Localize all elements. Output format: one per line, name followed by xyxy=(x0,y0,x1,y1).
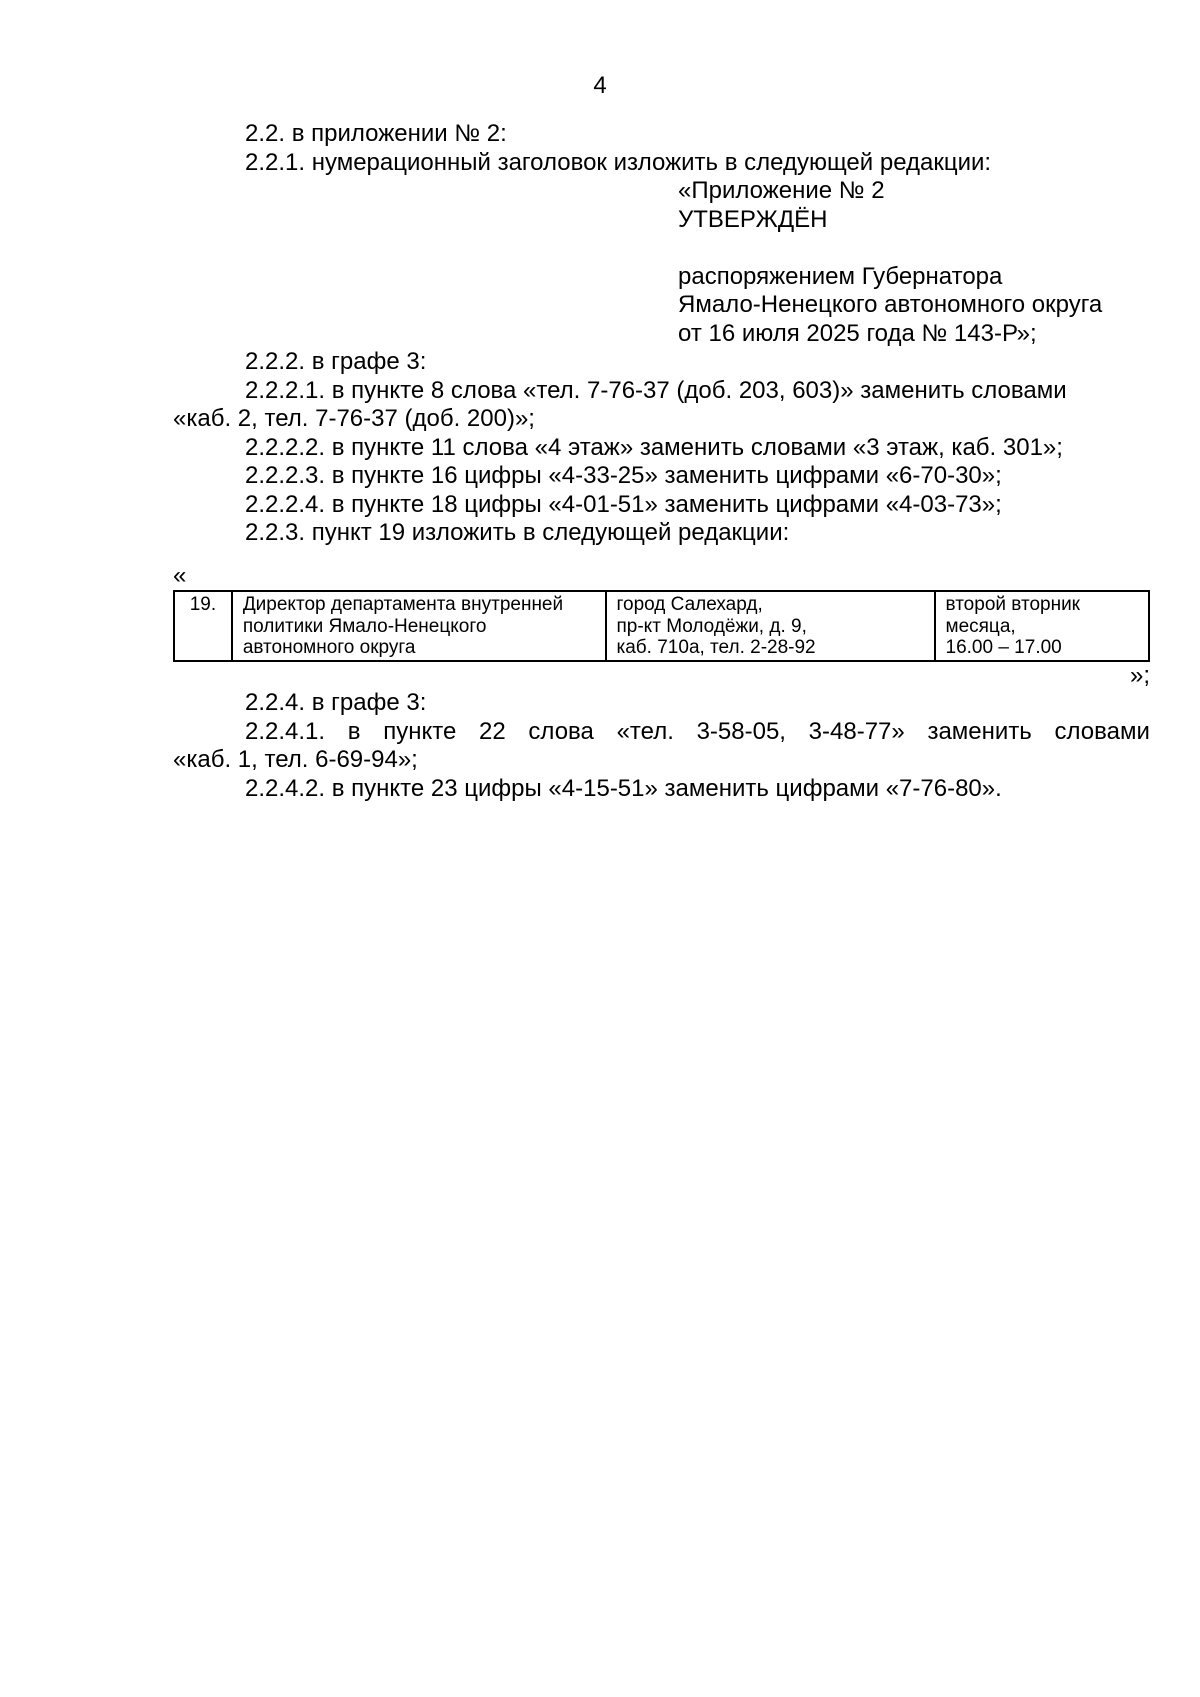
approval-block xyxy=(678,177,1102,348)
justified-word: словами xyxy=(1054,717,1150,745)
table-quote-open: « xyxy=(173,562,187,589)
approval-region-label: Ямало-Ненецкого автономного округа xyxy=(678,291,1103,318)
item-2-2-2: 2.2.2. в графе 3: xyxy=(245,348,427,375)
justified-word: 2.2.4.1. xyxy=(245,717,326,745)
position-line: автономного округа xyxy=(242,637,416,658)
item-2-2-1: 2.2.1. нумерационный заголовок изложить в следующей редакции: xyxy=(245,148,992,176)
row-number-cell xyxy=(174,591,232,661)
item-2-2-2-3: 2.2.2.3. в пункте 16 цифры «4-33-25» заменить цифрами «6-70-30»; xyxy=(245,462,1002,489)
schedule-line: 16.00 – 17.00 xyxy=(945,637,1062,658)
item-2-2-4-1-line-2: «каб. 1, тел. 6-69-94»; xyxy=(173,746,418,773)
justified-word: «тел. xyxy=(616,717,674,745)
item-2-2-4-2: 2.2.4.2. в пункте 23 цифры «4-15-51» заменить цифрами «7-76-80». xyxy=(245,774,1002,802)
item-2-2-4: 2.2.4. в графе 3: xyxy=(245,689,427,716)
amendment-table xyxy=(173,590,1150,662)
address-cell xyxy=(606,591,935,661)
page-number: 4 xyxy=(593,72,607,99)
item-2-2-2-1-line-1: 2.2.2.1. в пункте 8 слова «тел. 7-76-37 (доб. 203, 603)» заменить словами xyxy=(245,376,1067,404)
position-line: политики Ямало-Ненецкого xyxy=(242,615,487,637)
justified-word: заменить xyxy=(927,717,1032,745)
item-2-2-3: 2.2.3. пункт 19 изложить в следующей редакции: xyxy=(245,519,790,546)
position-line: Директор департамента внутренней xyxy=(242,594,564,615)
item-2-2-2-2: 2.2.2.2. в пункте 11 слова «4 этаж» заменить словами «3 этаж, каб. 301»; xyxy=(245,433,1063,461)
address-line: город Салехард, xyxy=(616,594,763,615)
schedule-cell xyxy=(935,591,1149,661)
approval-approved-label: УТВЕРЖДЁН xyxy=(678,205,828,233)
address-line: пр-кт Молодёжи, д. 9, xyxy=(616,615,807,637)
item-2-2-2-1-line-2: «каб. 2, тел. 7-76-37 (доб. 200)»; xyxy=(173,405,535,432)
schedule-line: месяца, xyxy=(945,615,1016,637)
row-number: 19. xyxy=(189,594,217,615)
section-appendix-2-intro xyxy=(173,120,1150,177)
table-row xyxy=(174,591,1149,661)
justified-word: слова xyxy=(528,717,594,745)
position-cell xyxy=(232,591,606,661)
address-line: каб. 710а, тел. 2-28-92 xyxy=(616,637,816,658)
approval-appendix-label: «Приложение № 2 xyxy=(678,177,885,204)
justified-word: пункте xyxy=(383,717,457,745)
item-2-2-4-1-line-1 xyxy=(173,718,1150,747)
schedule-line: второй вторник xyxy=(945,594,1080,615)
table-quote-close: »; xyxy=(1129,662,1150,689)
justified-word: 22 xyxy=(479,717,506,745)
approval-order-label: распоряжением Губернатора xyxy=(678,262,1003,290)
justified-word: 3-58-05, xyxy=(696,717,786,745)
section-column-3-changes-2 xyxy=(173,689,1150,803)
item-2-2: 2.2. в приложении № 2: xyxy=(245,120,507,147)
section-column-3-changes xyxy=(173,348,1150,548)
justified-word: в xyxy=(347,717,361,745)
justified-word: 3-48-77» xyxy=(808,717,905,745)
approval-date-label: от 16 июля 2025 года № 143-Р»; xyxy=(678,319,1037,347)
item-2-2-2-4: 2.2.2.4. в пункте 18 цифры «4-01-51» заменить цифрами «4-03-73»; xyxy=(245,490,1002,518)
